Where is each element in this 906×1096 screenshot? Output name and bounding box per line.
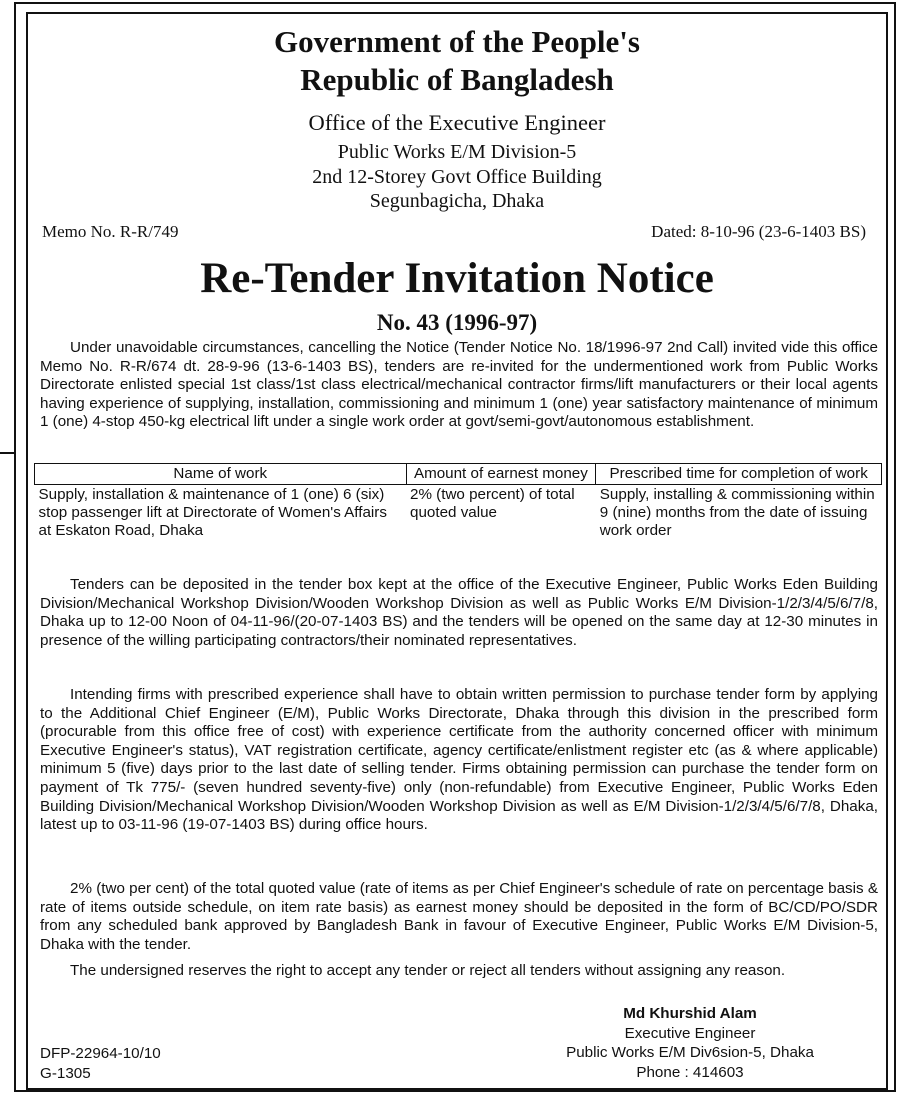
col-header-earnest: Amount of earnest money: [406, 464, 596, 485]
table-row: [35, 485, 882, 542]
margin-tick: [0, 452, 14, 454]
paragraph-permission: Intending firms with prescribed experience shall have to obtain written permission to purchase tender form by applying to the Additional Chief Engineer (E/M), Public Works Directorate, Dhaka through this division in the prescribed form (procurable from this office free of cost) with experience certificate from the authority concerned officer with minimum Executive Engineer's status), VAT registration certificate, agency certificate/enlistment register etc (as & where applicable) minimum 5 (five) days prior to the last date of selling tender. Firms obtaining permission can purchase the tender form on payment of Tk 775/- (seven hundred seventy-five) only (non-refundable) from Executive Engineer, Public Works Eden Building Division/Mechanical Workshop Division/Wooden Workshop Division as well as E/M Division-1/2/3/4/5/6/7/8, Dhaka, latest up to 03-11-96 (19-07-1403 BS) during office hours.: [40, 686, 878, 834]
cell-earnest: 2% (two percent) of total quoted value: [410, 486, 575, 521]
header-division: Public Works E/M Division-5: [337, 141, 577, 163]
memo-number: Memo No. R-R/749: [42, 222, 179, 241]
signatory-designation: Executive Engineer: [624, 1024, 756, 1042]
memo-date: Dated: 8-10-96 (23-6-1403 BS): [651, 222, 866, 241]
header-location: Segunbagicha, Dhaka: [369, 190, 545, 212]
header-line-2: Republic of Bangladesh: [300, 62, 614, 97]
signature-block: [520, 1004, 860, 1082]
work-table: [34, 463, 882, 541]
cell-work: Supply, installation & maintenance of 1 (one) 6 (six) stop passenger lift at Directorate of Women's Affairs at Eskaton Road, Dhaka: [38, 486, 387, 539]
signatory-name: Md Khurshid Alam: [623, 1005, 757, 1022]
g-reference: G-1305: [40, 1065, 91, 1082]
signatory-office: Public Works E/M Div6sion-5, Dhaka: [566, 1044, 814, 1061]
header-building: 2nd 12-Storey Govt Office Building: [312, 166, 602, 188]
header-line-1: Government of the People's: [274, 24, 640, 59]
dfp-reference: DFP-22964-10/10: [40, 1045, 161, 1062]
cell-time: Supply, installing & commissioning within 9 (nine) months from the date of issuing work order: [599, 486, 875, 539]
col-header-work: Name of work: [35, 464, 407, 485]
header-office: Office of the Executive Engineer: [308, 110, 606, 135]
paragraph-reserve: The undersigned reserves the right to accept any tender or reject all tenders without assigning any reason.: [70, 962, 786, 979]
paragraph-earnest: 2% (two per cent) of the total quoted value (rate of items as per Chief Engineer's schedule of rate on percentage basis & rate of items outside schedule, on item rate basis) as earnest money should be deposited in the form of BC/CD/PO/SDR from any scheduled bank approved by Bangladesh Bank in favour of Executive Engineer, Public Works E/M Division-5, Dhaka with the tender.: [40, 880, 878, 953]
paragraph-deposit: Tenders can be deposited in the tender box kept at the office of the Executive Engineer, Public Works Eden Building Division/Mechanical Workshop Division/Wooden Workshop Division as well as Public Works E/M Division-1/2/3/4/5/6/7/8, Dhaka up to 12-00 Noon of 04-11-96/(20-07-1403 BS) and the tenders will be opened on the same day at 12-30 minutes in presence of the willing participating contractors/their nominated representatives.: [40, 576, 878, 649]
intro-paragraph: Under unavoidable circumstances, cancelling the Notice (Tender Notice No. 18/1996-97 2nd Call) invited vide this office Memo No. R-R/674 dt. 28-9-96 (13-6-1403 BS), tenders are re-invited for the undermentioned work from Public Works Directorate enlisted special 1st class/1st class electrical/mechanical contractor firms/lift manufacturers or their local agents having experience of supplying, installation, commissioning and minimum 1 (one) year satisfactory maintenance of minimum 1 (one) 4-stop 450-kg electrical lift under a single work order at govt/semi-govt/autonomous establishment.: [40, 339, 878, 431]
col-header-time: Prescribed time for completion of work: [596, 464, 882, 485]
notice-title: Re-Tender Invitation Notice: [200, 255, 714, 302]
notice-number: No. 43 (1996-97): [376, 310, 538, 335]
signatory-phone: Phone : 414603: [636, 1063, 744, 1081]
